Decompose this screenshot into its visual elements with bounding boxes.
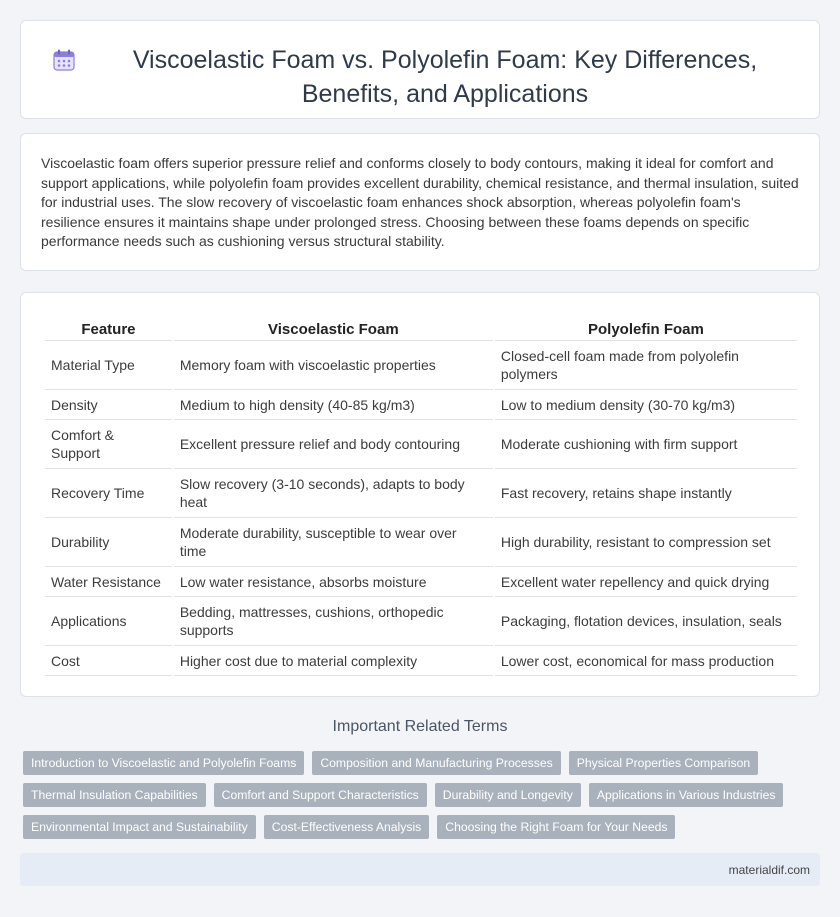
table-row — [45, 390, 797, 420]
related-term-tag[interactable]: Environmental Impact and Sustainability — [23, 815, 256, 839]
polyolefin-cell: Moderate cushioning with firm support — [495, 420, 797, 469]
related-term-tag[interactable]: Durability and Longevity — [435, 783, 581, 807]
viscoelastic-cell: Higher cost due to material complexity — [174, 646, 493, 676]
viscoelastic-cell: Moderate durability, susceptible to wear over time — [174, 518, 493, 567]
column-header-viscoelastic: Viscoelastic Foam — [174, 315, 493, 341]
feature-cell: Cost — [45, 646, 172, 676]
table-row — [45, 341, 797, 390]
related-term-tag[interactable]: Applications in Various Industries — [589, 783, 784, 807]
related-term-tag[interactable]: Introduction to Viscoelastic and Polyolefin Foams — [23, 751, 304, 775]
viscoelastic-cell: Slow recovery (3-10 seconds), adapts to body heat — [174, 469, 493, 518]
related-term-tag[interactable]: Comfort and Support Characteristics — [214, 783, 427, 807]
feature-cell: Recovery Time — [45, 469, 172, 518]
viscoelastic-cell: Bedding, mattresses, cushions, orthopedic supports — [174, 597, 493, 646]
polyolefin-cell: High durability, resistant to compression set — [495, 518, 797, 567]
comparison-table-card — [20, 292, 820, 697]
footer — [20, 853, 820, 886]
related-term-tag[interactable]: Cost-Effectiveness Analysis — [264, 815, 429, 839]
polyolefin-cell: Low to medium density (30-70 kg/m3) — [495, 390, 797, 420]
polyolefin-cell: Fast recovery, retains shape instantly — [495, 469, 797, 518]
related-terms-list — [23, 751, 803, 839]
table-row — [45, 597, 797, 646]
column-header-polyolefin: Polyolefin Foam — [495, 315, 797, 341]
related-terms-heading: Important Related Terms — [332, 718, 508, 735]
feature-cell: Applications — [45, 597, 172, 646]
related-term-tag[interactable]: Thermal Insulation Capabilities — [23, 783, 206, 807]
related-term-tag[interactable]: Choosing the Right Foam for Your Needs — [437, 815, 675, 839]
intro-paragraph: Viscoelastic foam offers superior pressure relief and conforms closely to body contours, making it ideal for comfort and support applications, while polyolefin foam provides excellent durability, chemical resistance, and thermal insulation, suited for industrial uses. The slow recovery of viscoelastic foam enhances shock absorption, whereas polyolefin foam's resilience ensures it maintains shape under prolonged stress. Choosing between these foams depends on specific performance needs such as cushioning versus structural stability. — [41, 155, 799, 249]
table-row — [45, 646, 797, 676]
comparison-table — [43, 315, 799, 676]
polyolefin-cell: Excellent water repellency and quick drying — [495, 567, 797, 597]
column-header-feature: Feature — [45, 315, 172, 341]
feature-cell: Durability — [45, 518, 172, 567]
related-term-tag[interactable]: Physical Properties Comparison — [569, 751, 758, 775]
viscoelastic-cell: Memory foam with viscoelastic properties — [174, 341, 493, 390]
page-title: Viscoelastic Foam vs. Polyolefin Foam: Key Differences, Benefits, and Applications — [132, 46, 758, 108]
polyolefin-cell: Lower cost, economical for mass production — [495, 646, 797, 676]
feature-cell: Material Type — [45, 341, 172, 390]
intro-card — [20, 133, 820, 271]
viscoelastic-cell: Medium to high density (40-85 kg/m3) — [174, 390, 493, 420]
viscoelastic-cell: Excellent pressure relief and body contouring — [174, 420, 493, 469]
polyolefin-cell: Closed-cell foam made from polyolefin polymers — [495, 341, 797, 390]
polyolefin-cell: Packaging, flotation devices, insulation, seals — [495, 597, 797, 646]
table-header-row — [45, 315, 797, 341]
table-row — [45, 518, 797, 567]
title-card — [20, 20, 820, 119]
viscoelastic-cell: Low water resistance, absorbs moisture — [174, 567, 493, 597]
feature-cell: Density — [45, 390, 172, 420]
table-row — [45, 420, 797, 469]
related-term-tag[interactable]: Composition and Manufacturing Processes — [312, 751, 560, 775]
feature-cell: Water Resistance — [45, 567, 172, 597]
footer-site-link[interactable]: materialdif.com — [728, 863, 810, 877]
feature-cell: Comfort & Support — [45, 420, 172, 469]
table-row — [45, 567, 797, 597]
table-row — [45, 469, 797, 518]
